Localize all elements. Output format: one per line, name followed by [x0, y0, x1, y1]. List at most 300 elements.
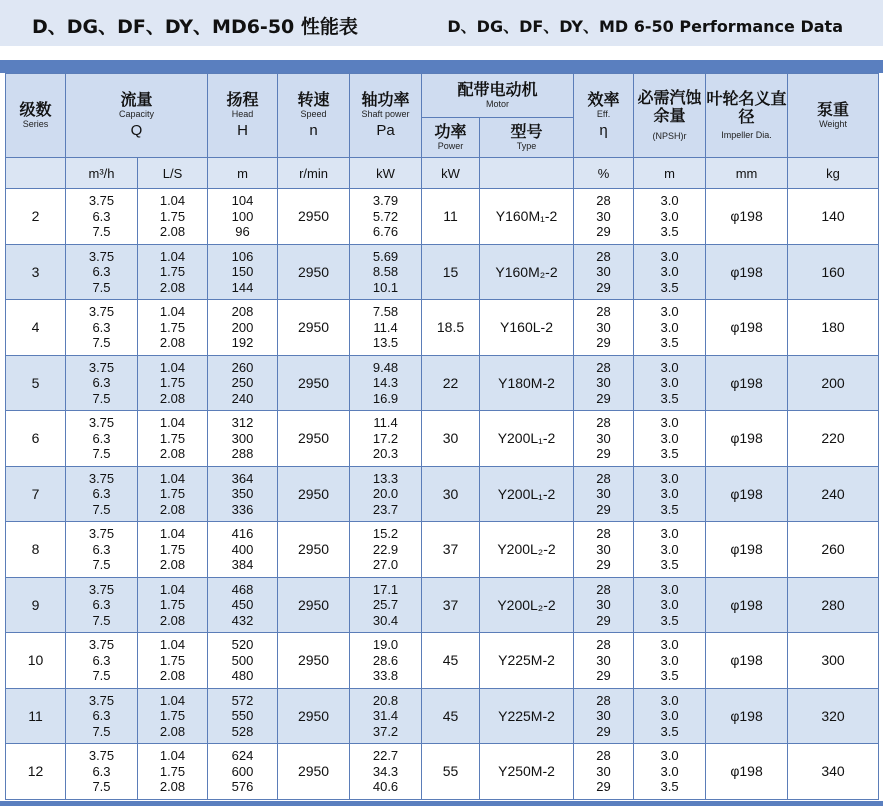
- efficiency-cell-value: 28: [596, 470, 611, 486]
- header-impeller: 叶轮名义直径 Impeller Dia.: [706, 74, 788, 158]
- shaft-power-cell: [350, 244, 422, 300]
- head-cell-value: 550: [231, 708, 254, 723]
- weight-cell: 160: [788, 244, 879, 300]
- impeller-cell: φ198: [706, 355, 788, 411]
- motor-type-cell: Y225M-2: [480, 688, 574, 744]
- efficiency-cell-value: 30: [596, 652, 611, 668]
- npsh-cell-value: 3.0: [660, 597, 679, 612]
- header-capacity: 流量 Capacity Q: [66, 74, 208, 158]
- motor-type-cell: Y250M-2: [480, 744, 574, 800]
- shaft-power-cell-value: 3.79: [372, 193, 399, 208]
- units-series-blank: [6, 158, 66, 189]
- series-cell: 10: [6, 633, 66, 689]
- header-series: 级数 Series: [6, 74, 66, 158]
- capacity-ls-cell-value: 2.08: [159, 723, 186, 739]
- capacity-ls-cell-value: 1.04: [159, 193, 186, 208]
- head-cell-value: 624: [231, 748, 254, 763]
- capacity-m3h-cell: [66, 300, 138, 356]
- shaft-power-cell-value: 30.4: [372, 612, 399, 628]
- efficiency-cell-value: 28: [596, 692, 611, 708]
- unit-cell: m: [634, 158, 706, 189]
- table-row: [6, 688, 879, 744]
- capacity-m3h-cell-value: 6.3: [92, 541, 111, 557]
- series-cell: 6: [6, 411, 66, 467]
- head-cell-value: 400: [231, 541, 254, 557]
- motor-power-cell: 45: [422, 633, 480, 689]
- efficiency-cell-value: 29: [596, 612, 611, 628]
- efficiency-cell-value: 28: [596, 637, 611, 652]
- table-row: [6, 633, 879, 689]
- efficiency-cell-value: 28: [596, 248, 611, 264]
- npsh-cell-value: 3.0: [660, 486, 679, 501]
- head-cell: [208, 522, 278, 578]
- head-cell-value: 520: [231, 637, 254, 652]
- shaft-power-cell: [350, 577, 422, 633]
- efficiency-cell-value: 29: [596, 501, 611, 517]
- efficiency-cell-value: 28: [596, 304, 611, 319]
- capacity-m3h-cell-value: 6.3: [92, 763, 111, 779]
- head-cell: [208, 411, 278, 467]
- title-chinese: D、DG、DF、DY、MD6-50 性能表: [32, 16, 358, 38]
- impeller-cell: φ198: [706, 244, 788, 300]
- series-cell: 12: [6, 744, 66, 800]
- capacity-ls-cell-value: 1.04: [159, 304, 186, 319]
- capacity-m3h-cell-value: 7.5: [92, 723, 111, 739]
- shaft-power-cell-value: 5.69: [372, 248, 399, 264]
- npsh-cell-value: 3.0: [660, 430, 679, 446]
- shaft-power-cell-value: 22.7: [372, 748, 399, 763]
- head-cell: [208, 355, 278, 411]
- capacity-m3h-cell-value: 7.5: [92, 390, 111, 406]
- series-cell: 2: [6, 189, 66, 245]
- head-cell: [208, 633, 278, 689]
- npsh-cell-value: 3.5: [660, 668, 679, 683]
- shaft-power-cell-value: 17.2: [372, 430, 399, 446]
- shaft-power-cell: [350, 300, 422, 356]
- shaft-power-cell-value: 28.6: [372, 652, 399, 668]
- shaft-power-cell: [350, 688, 422, 744]
- npsh-cell-value: 3.0: [660, 637, 679, 652]
- capacity-ls-cell-value: 2.08: [159, 668, 186, 683]
- npsh-cell-value: 3.5: [660, 279, 679, 295]
- shaft-power-cell: [350, 744, 422, 800]
- capacity-ls-cell-value: 1.04: [159, 581, 186, 597]
- capacity-m3h-cell-value: 3.75: [88, 470, 115, 486]
- capacity-m3h-cell: [66, 633, 138, 689]
- efficiency-cell-value: 30: [596, 486, 611, 501]
- motor-power-cell: 55: [422, 744, 480, 800]
- capacity-m3h-cell-value: 7.5: [92, 501, 111, 517]
- impeller-cell: φ198: [706, 189, 788, 245]
- table-body: [6, 189, 879, 800]
- speed-cell: 2950: [278, 411, 350, 467]
- weight-cell: 340: [788, 744, 879, 800]
- speed-cell: 2950: [278, 189, 350, 245]
- npsh-cell: [634, 744, 706, 800]
- capacity-ls-cell: [138, 244, 208, 300]
- capacity-ls-cell-value: 1.04: [159, 748, 186, 763]
- efficiency-cell-value: 28: [596, 581, 611, 597]
- efficiency-cell-value: 30: [596, 375, 611, 390]
- shaft-power-cell-value: 13.3: [372, 470, 399, 486]
- table-row: [6, 744, 879, 800]
- speed-cell: 2950: [278, 744, 350, 800]
- capacity-ls-cell-value: 1.04: [159, 248, 186, 264]
- capacity-m3h-cell-value: 6.3: [92, 375, 111, 390]
- npsh-cell: [634, 522, 706, 578]
- efficiency-cell-value: 29: [596, 668, 611, 683]
- capacity-ls-cell: [138, 189, 208, 245]
- head-cell-value: 100: [231, 208, 254, 224]
- head-cell-value: 416: [231, 526, 254, 541]
- npsh-cell-value: 3.5: [660, 390, 679, 406]
- capacity-ls-cell-value: 2.08: [159, 390, 186, 406]
- efficiency-cell: [574, 577, 634, 633]
- shaft-power-cell: [350, 466, 422, 522]
- capacity-m3h-cell-value: 6.3: [92, 486, 111, 501]
- efficiency-cell-value: 28: [596, 526, 611, 541]
- series-cell: 11: [6, 688, 66, 744]
- capacity-ls-cell-value: 1.75: [159, 430, 186, 446]
- weight-cell: 300: [788, 633, 879, 689]
- npsh-cell-value: 3.0: [660, 193, 679, 208]
- head-cell-value: 384: [231, 557, 254, 572]
- shaft-power-cell-value: 13.5: [372, 335, 399, 350]
- head-cell: [208, 577, 278, 633]
- shaft-power-cell-value: 19.0: [372, 637, 399, 652]
- capacity-m3h-cell-value: 3.75: [88, 248, 115, 264]
- shaft-power-cell: [350, 355, 422, 411]
- unit-cell: m: [208, 158, 278, 189]
- npsh-cell-value: 3.5: [660, 723, 679, 739]
- speed-cell: 2950: [278, 633, 350, 689]
- table-row: [6, 522, 879, 578]
- capacity-ls-cell-value: 1.04: [159, 415, 186, 430]
- efficiency-cell-value: 30: [596, 208, 611, 224]
- efficiency-cell: [574, 744, 634, 800]
- capacity-ls-cell-value: 1.75: [159, 264, 186, 279]
- capacity-m3h-cell-value: 7.5: [92, 612, 111, 628]
- efficiency-cell: [574, 466, 634, 522]
- head-cell-value: 144: [231, 279, 254, 295]
- unit-cell: r/min: [278, 158, 350, 189]
- motor-type-cell: Y225M-2: [480, 633, 574, 689]
- shaft-power-cell: [350, 189, 422, 245]
- impeller-cell: φ198: [706, 744, 788, 800]
- npsh-cell-value: 3.0: [660, 208, 679, 224]
- npsh-cell-value: 3.0: [660, 375, 679, 390]
- unit-cell: mm: [706, 158, 788, 189]
- motor-type-cell: Y200L₁-2: [480, 411, 574, 467]
- speed-cell: 2950: [278, 355, 350, 411]
- shaft-power-cell-value: 11.4: [373, 319, 398, 335]
- shaft-power-cell-value: 20.8: [372, 692, 399, 708]
- capacity-ls-cell: [138, 411, 208, 467]
- header-band: [0, 60, 883, 73]
- shaft-power-cell-value: 17.1: [372, 581, 399, 597]
- motor-type-cell: Y160M₂-2: [480, 244, 574, 300]
- capacity-ls-cell-value: 1.04: [159, 526, 186, 541]
- shaft-power-cell-value: 34.3: [372, 763, 399, 779]
- capacity-m3h-cell-value: 6.3: [92, 597, 111, 612]
- head-cell-value: 104: [231, 193, 254, 208]
- series-cell: 4: [6, 300, 66, 356]
- npsh-cell-value: 3.0: [660, 264, 679, 279]
- capacity-m3h-cell-value: 3.75: [88, 581, 115, 597]
- weight-cell: 140: [788, 189, 879, 245]
- capacity-ls-cell: [138, 355, 208, 411]
- table-row: [6, 411, 879, 467]
- efficiency-cell-value: 30: [596, 597, 611, 612]
- efficiency-cell-value: 28: [596, 415, 611, 430]
- npsh-cell-value: 3.5: [660, 612, 679, 628]
- capacity-m3h-cell-value: 7.5: [92, 779, 111, 794]
- title-bar: [0, 0, 883, 46]
- capacity-ls-cell-value: 2.08: [159, 612, 186, 628]
- npsh-cell: [634, 466, 706, 522]
- motor-type-cell: Y160L-2: [480, 300, 574, 356]
- efficiency-cell-value: 28: [596, 748, 611, 763]
- capacity-m3h-cell-value: 3.75: [88, 359, 115, 375]
- unit-cell: kW: [422, 158, 480, 189]
- efficiency-cell-value: 29: [596, 224, 611, 239]
- npsh-cell: [634, 300, 706, 356]
- impeller-cell: φ198: [706, 688, 788, 744]
- npsh-cell: [634, 355, 706, 411]
- motor-power-cell: 45: [422, 688, 480, 744]
- shaft-power-cell: [350, 633, 422, 689]
- efficiency-cell-value: 28: [596, 359, 611, 375]
- series-cell: 7: [6, 466, 66, 522]
- series-cell: 3: [6, 244, 66, 300]
- impeller-cell: φ198: [706, 522, 788, 578]
- capacity-ls-cell-value: 1.04: [159, 637, 186, 652]
- weight-cell: 260: [788, 522, 879, 578]
- capacity-m3h-cell-value: 3.75: [88, 415, 115, 430]
- motor-power-cell: 37: [422, 522, 480, 578]
- capacity-m3h-cell-value: 6.3: [92, 652, 111, 668]
- table-row: [6, 577, 879, 633]
- footer-band: [0, 801, 883, 806]
- head-cell-value: 250: [231, 375, 254, 390]
- npsh-cell-value: 3.0: [660, 763, 679, 779]
- efficiency-cell-value: 29: [596, 279, 611, 295]
- npsh-cell: [634, 633, 706, 689]
- efficiency-cell: [574, 633, 634, 689]
- series-cell: 8: [6, 522, 66, 578]
- efficiency-cell: [574, 244, 634, 300]
- motor-type-cell: Y180M-2: [480, 355, 574, 411]
- speed-cell: 2950: [278, 577, 350, 633]
- motor-power-cell: 18.5: [422, 300, 480, 356]
- capacity-ls-cell-value: 1.75: [159, 319, 186, 335]
- shaft-power-cell-value: 40.6: [372, 779, 399, 794]
- motor-power-cell: 30: [422, 411, 480, 467]
- capacity-m3h-cell-value: 7.5: [92, 224, 111, 239]
- head-cell: [208, 244, 278, 300]
- shaft-power-cell-value: 9.48: [372, 359, 399, 375]
- speed-cell: 2950: [278, 244, 350, 300]
- capacity-m3h-cell: [66, 466, 138, 522]
- unit-cell: %: [574, 158, 634, 189]
- head-cell-value: 260: [231, 359, 254, 375]
- motor-power-cell: 30: [422, 466, 480, 522]
- capacity-m3h-cell-value: 7.5: [92, 335, 111, 350]
- capacity-m3h-cell-value: 3.75: [88, 692, 115, 708]
- head-cell-value: 350: [231, 486, 254, 501]
- unit-cell: L/S: [138, 158, 208, 189]
- head-cell-value: 600: [231, 763, 254, 779]
- header-speed: 转速 Speed n: [278, 74, 350, 158]
- capacity-ls-cell-value: 1.75: [159, 541, 186, 557]
- capacity-m3h-cell-value: 7.5: [92, 446, 111, 461]
- impeller-cell: φ198: [706, 577, 788, 633]
- head-cell-value: 528: [231, 723, 254, 739]
- capacity-ls-cell-value: 2.08: [159, 501, 186, 517]
- weight-cell: 220: [788, 411, 879, 467]
- npsh-cell-value: 3.0: [660, 359, 679, 375]
- capacity-m3h-cell: [66, 744, 138, 800]
- shaft-power-cell-value: 7.58: [372, 304, 399, 319]
- capacity-ls-cell-value: 2.08: [159, 224, 186, 239]
- efficiency-cell: [574, 688, 634, 744]
- npsh-cell-value: 3.0: [660, 692, 679, 708]
- header-head: 扬程 Head H: [208, 74, 278, 158]
- capacity-ls-cell-value: 1.04: [159, 692, 186, 708]
- capacity-m3h-cell-value: 7.5: [92, 279, 111, 295]
- npsh-cell: [634, 688, 706, 744]
- capacity-ls-cell-value: 1.75: [159, 708, 186, 723]
- capacity-m3h-cell-value: 6.3: [92, 708, 111, 723]
- head-cell: [208, 466, 278, 522]
- units-row: [6, 158, 879, 189]
- impeller-cell: φ198: [706, 411, 788, 467]
- head-cell-value: 450: [231, 597, 254, 612]
- capacity-ls-cell-value: 2.08: [159, 335, 186, 350]
- weight-cell: 320: [788, 688, 879, 744]
- head-cell-value: 364: [231, 470, 254, 486]
- capacity-ls-cell-value: 1.04: [159, 359, 186, 375]
- shaft-power-cell-value: 37.2: [372, 723, 399, 739]
- head-cell-value: 500: [231, 652, 254, 668]
- capacity-ls-cell: [138, 300, 208, 356]
- capacity-ls-cell: [138, 633, 208, 689]
- npsh-cell-value: 3.0: [660, 541, 679, 557]
- impeller-cell: φ198: [706, 300, 788, 356]
- table-row: [6, 355, 879, 411]
- head-cell-value: 572: [231, 692, 254, 708]
- npsh-cell-value: 3.0: [660, 652, 679, 668]
- efficiency-cell: [574, 300, 634, 356]
- motor-power-cell: 15: [422, 244, 480, 300]
- capacity-m3h-cell: [66, 577, 138, 633]
- unit-cell: kg: [788, 158, 879, 189]
- head-cell: [208, 300, 278, 356]
- capacity-ls-cell-value: 1.75: [159, 652, 186, 668]
- capacity-m3h-cell-value: 6.3: [92, 430, 111, 446]
- table-row: [6, 300, 879, 356]
- head-cell-value: 432: [231, 612, 254, 628]
- npsh-cell: [634, 189, 706, 245]
- efficiency-cell-value: 30: [596, 319, 611, 335]
- head-cell-value: 150: [231, 264, 254, 279]
- speed-cell: 2950: [278, 300, 350, 356]
- head-cell-value: 200: [231, 319, 254, 335]
- weight-cell: 240: [788, 466, 879, 522]
- efficiency-cell: [574, 411, 634, 467]
- head-cell-value: 300: [231, 430, 254, 446]
- capacity-ls-cell: [138, 522, 208, 578]
- shaft-power-cell-value: 5.72: [372, 208, 399, 224]
- head-cell-value: 106: [231, 248, 254, 264]
- shaft-power-cell-value: 14.3: [372, 375, 399, 390]
- capacity-ls-cell-value: 2.08: [159, 779, 186, 794]
- weight-cell: 280: [788, 577, 879, 633]
- spacer: [0, 46, 883, 60]
- npsh-cell: [634, 577, 706, 633]
- capacity-ls-cell: [138, 577, 208, 633]
- capacity-m3h-cell: [66, 688, 138, 744]
- head-cell: [208, 688, 278, 744]
- motor-type-cell: Y160M₁-2: [480, 189, 574, 245]
- efficiency-cell-value: 30: [596, 541, 611, 557]
- impeller-cell: φ198: [706, 633, 788, 689]
- capacity-ls-cell-value: 1.75: [159, 597, 186, 612]
- shaft-power-cell-value: 25.7: [372, 597, 399, 612]
- npsh-cell-value: 3.0: [660, 708, 679, 723]
- head-cell: [208, 744, 278, 800]
- capacity-ls-cell-value: 1.75: [159, 763, 186, 779]
- head-cell-value: 208: [231, 304, 254, 319]
- capacity-m3h-cell-value: 6.3: [92, 319, 111, 335]
- capacity-m3h-cell-value: 3.75: [88, 637, 115, 652]
- capacity-m3h-cell-value: 6.3: [92, 264, 111, 279]
- capacity-m3h-cell: [66, 244, 138, 300]
- shaft-power-cell-value: 20.3: [372, 446, 399, 461]
- npsh-cell: [634, 244, 706, 300]
- capacity-ls-cell: [138, 466, 208, 522]
- npsh-cell: [634, 411, 706, 467]
- capacity-m3h-cell-value: 3.75: [88, 748, 115, 763]
- npsh-cell-value: 3.5: [660, 557, 679, 572]
- motor-type-cell: Y200L₁-2: [480, 466, 574, 522]
- weight-cell: 180: [788, 300, 879, 356]
- head-cell-value: 192: [231, 335, 254, 350]
- npsh-cell-value: 3.0: [660, 248, 679, 264]
- head-cell-value: 576: [231, 779, 254, 794]
- efficiency-cell-value: 30: [596, 708, 611, 723]
- table-row: [6, 466, 879, 522]
- shaft-power-cell-value: 23.7: [372, 501, 399, 517]
- efficiency-cell: [574, 522, 634, 578]
- efficiency-cell-value: 29: [596, 446, 611, 461]
- shaft-power-cell-value: 33.8: [372, 668, 399, 683]
- efficiency-cell: [574, 355, 634, 411]
- efficiency-cell-value: 30: [596, 264, 611, 279]
- capacity-m3h-cell-value: 7.5: [92, 557, 111, 572]
- capacity-ls-cell-value: 1.75: [159, 375, 186, 390]
- impeller-cell: φ198: [706, 466, 788, 522]
- npsh-cell-value: 3.0: [660, 581, 679, 597]
- npsh-cell-value: 3.0: [660, 415, 679, 430]
- unit-cell: kW: [350, 158, 422, 189]
- shaft-power-cell-value: 10.1: [372, 279, 399, 295]
- speed-cell: 2950: [278, 688, 350, 744]
- npsh-cell-value: 3.0: [660, 319, 679, 335]
- npsh-cell-value: 3.0: [660, 470, 679, 486]
- capacity-ls-cell-value: 2.08: [159, 446, 186, 461]
- capacity-ls-cell: [138, 744, 208, 800]
